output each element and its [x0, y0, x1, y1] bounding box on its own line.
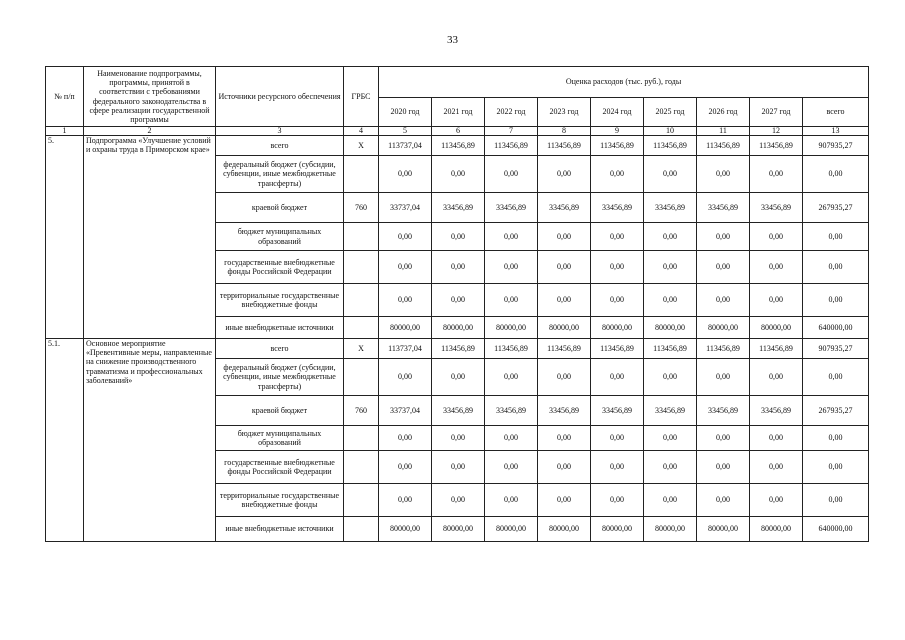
- year-value: 0,00: [697, 359, 750, 396]
- year-value: 113456,89: [697, 339, 750, 359]
- year-value: 0,00: [750, 426, 803, 451]
- grbs-code: [344, 359, 379, 396]
- year-value: 0,00: [591, 426, 644, 451]
- year-value: 33456,89: [697, 193, 750, 223]
- grbs-code: [344, 223, 379, 251]
- year-value: 0,00: [750, 156, 803, 193]
- year-value: 0,00: [379, 484, 432, 517]
- budget-table: [45, 66, 869, 542]
- funding-source: бюджет муниципальных образований: [216, 426, 344, 451]
- total-value: 0,00: [803, 426, 869, 451]
- year-value: 0,00: [697, 451, 750, 484]
- header-num: № п/п: [46, 67, 84, 127]
- year-value: 0,00: [697, 284, 750, 317]
- year-value: 0,00: [750, 451, 803, 484]
- header-grbs: ГРБС: [344, 67, 379, 127]
- program-name: Основное мероприятие «Превентивные меры, направленные на снижение производственного травматизма и профессиональных заболеваний»: [84, 339, 216, 542]
- year-value: 0,00: [591, 284, 644, 317]
- year-value: 33456,89: [591, 396, 644, 426]
- grbs-code: [344, 284, 379, 317]
- grbs-code: X: [344, 339, 379, 359]
- year-value: 0,00: [591, 156, 644, 193]
- funding-source: федеральный бюджет (субсидии, субвенции, иные межбюджетные трансферты): [216, 359, 344, 396]
- funding-source: иные внебюджетные источники: [216, 517, 344, 542]
- year-value: 80000,00: [379, 317, 432, 339]
- column-index: 1: [46, 127, 84, 136]
- year-value: 0,00: [697, 223, 750, 251]
- header-sources: Источники ресурсного обеспечения: [216, 67, 344, 127]
- year-value: 33456,89: [591, 193, 644, 223]
- year-value: 0,00: [485, 359, 538, 396]
- total-value: 0,00: [803, 223, 869, 251]
- grbs-code: X: [344, 136, 379, 156]
- grbs-code: [344, 426, 379, 451]
- year-value: 0,00: [485, 484, 538, 517]
- year-value: 113737,04: [379, 136, 432, 156]
- year-value: 0,00: [591, 484, 644, 517]
- year-value: 80000,00: [750, 517, 803, 542]
- column-index: 3: [216, 127, 344, 136]
- year-value: 0,00: [750, 484, 803, 517]
- year-value: 0,00: [591, 359, 644, 396]
- year-value: 33456,89: [538, 396, 591, 426]
- total-value: 907935,27: [803, 136, 869, 156]
- year-value: 113456,89: [750, 136, 803, 156]
- year-value: 113456,89: [591, 339, 644, 359]
- year-value: 33456,89: [697, 396, 750, 426]
- year-value: 33456,89: [485, 396, 538, 426]
- total-value: 267935,27: [803, 193, 869, 223]
- table-row: [46, 136, 869, 156]
- year-value: 80000,00: [538, 517, 591, 542]
- header-year: 2021 год: [432, 98, 485, 127]
- grbs-code: [344, 251, 379, 284]
- year-value: 0,00: [538, 359, 591, 396]
- funding-source: государственные внебюджетные фонды Российской Федерации: [216, 451, 344, 484]
- header-year: 2027 год: [750, 98, 803, 127]
- year-value: 0,00: [432, 223, 485, 251]
- year-value: 33456,89: [485, 193, 538, 223]
- column-index: 11: [697, 127, 750, 136]
- grbs-code: [344, 156, 379, 193]
- year-value: 33456,89: [432, 396, 485, 426]
- year-value: 0,00: [538, 484, 591, 517]
- year-value: 33456,89: [644, 193, 697, 223]
- year-value: 113456,89: [697, 136, 750, 156]
- header-total: всего: [803, 98, 869, 127]
- funding-source: федеральный бюджет (субсидии, субвенции, иные межбюджетные трансферты): [216, 156, 344, 193]
- total-value: 0,00: [803, 451, 869, 484]
- grbs-code: [344, 317, 379, 339]
- year-value: 113456,89: [485, 136, 538, 156]
- year-value: 80000,00: [485, 517, 538, 542]
- header-year: 2025 год: [644, 98, 697, 127]
- total-value: 267935,27: [803, 396, 869, 426]
- funding-source: территориальные государственные внебюджетные фонды: [216, 484, 344, 517]
- year-value: 80000,00: [644, 317, 697, 339]
- column-index: 10: [644, 127, 697, 136]
- column-index: 2: [84, 127, 216, 136]
- year-value: 80000,00: [379, 517, 432, 542]
- year-value: 0,00: [432, 284, 485, 317]
- year-value: 0,00: [591, 223, 644, 251]
- year-value: 33737,04: [379, 193, 432, 223]
- year-value: 80000,00: [591, 517, 644, 542]
- funding-source: краевой бюджет: [216, 193, 344, 223]
- row-number: 5.: [46, 136, 84, 339]
- total-value: 0,00: [803, 156, 869, 193]
- year-value: 0,00: [644, 251, 697, 284]
- year-value: 0,00: [379, 451, 432, 484]
- grbs-code: [344, 451, 379, 484]
- year-value: 0,00: [432, 426, 485, 451]
- year-value: 0,00: [750, 251, 803, 284]
- year-value: 33456,89: [538, 193, 591, 223]
- header-year: 2020 год: [379, 98, 432, 127]
- total-value: 907935,27: [803, 339, 869, 359]
- grbs-code: 760: [344, 193, 379, 223]
- year-value: 0,00: [644, 426, 697, 451]
- total-value: 640000,00: [803, 317, 869, 339]
- year-value: 80000,00: [591, 317, 644, 339]
- year-value: 0,00: [750, 359, 803, 396]
- column-index: 6: [432, 127, 485, 136]
- year-value: 0,00: [644, 359, 697, 396]
- funding-source: иные внебюджетные источники: [216, 317, 344, 339]
- funding-source: государственные внебюджетные фонды Российской Федерации: [216, 251, 344, 284]
- grbs-code: 760: [344, 396, 379, 426]
- total-value: 640000,00: [803, 517, 869, 542]
- year-value: 0,00: [644, 484, 697, 517]
- year-value: 0,00: [485, 156, 538, 193]
- year-value: 0,00: [591, 251, 644, 284]
- year-value: 113456,89: [750, 339, 803, 359]
- year-value: 0,00: [379, 156, 432, 193]
- column-index: 5: [379, 127, 432, 136]
- header-year: 2023 год: [538, 98, 591, 127]
- column-index: 7: [485, 127, 538, 136]
- grbs-code: [344, 517, 379, 542]
- year-value: 0,00: [538, 223, 591, 251]
- year-value: 80000,00: [432, 317, 485, 339]
- funding-source: краевой бюджет: [216, 396, 344, 426]
- year-value: 0,00: [432, 359, 485, 396]
- year-value: 0,00: [432, 484, 485, 517]
- year-value: 0,00: [697, 426, 750, 451]
- year-value: 0,00: [379, 251, 432, 284]
- year-value: 33456,89: [750, 193, 803, 223]
- year-value: 0,00: [697, 484, 750, 517]
- header-year: 2024 год: [591, 98, 644, 127]
- year-value: 0,00: [485, 426, 538, 451]
- year-value: 80000,00: [750, 317, 803, 339]
- year-value: 0,00: [697, 156, 750, 193]
- year-value: 33456,89: [432, 193, 485, 223]
- year-value: 0,00: [379, 359, 432, 396]
- header-year: 2026 год: [697, 98, 750, 127]
- column-index: 9: [591, 127, 644, 136]
- year-value: 80000,00: [697, 517, 750, 542]
- year-value: 80000,00: [697, 317, 750, 339]
- year-value: 0,00: [485, 451, 538, 484]
- funding-source: бюджет муниципальных образований: [216, 223, 344, 251]
- year-value: 0,00: [644, 223, 697, 251]
- funding-source: территориальные государственные внебюджетные фонды: [216, 284, 344, 317]
- table-row: [46, 339, 869, 359]
- year-value: 0,00: [591, 451, 644, 484]
- year-value: 0,00: [485, 251, 538, 284]
- year-value: 113456,89: [591, 136, 644, 156]
- year-value: 80000,00: [538, 317, 591, 339]
- year-value: 0,00: [379, 223, 432, 251]
- year-value: 0,00: [379, 426, 432, 451]
- year-value: 0,00: [379, 284, 432, 317]
- year-value: 0,00: [538, 284, 591, 317]
- year-value: 113456,89: [644, 136, 697, 156]
- row-number: 5.1.: [46, 339, 84, 542]
- total-value: 0,00: [803, 359, 869, 396]
- column-index: 4: [344, 127, 379, 136]
- year-value: 80000,00: [485, 317, 538, 339]
- year-value: 0,00: [432, 251, 485, 284]
- year-value: 0,00: [644, 284, 697, 317]
- year-value: 33737,04: [379, 396, 432, 426]
- program-name: Подпрограмма «Улучшение условий и охраны труда в Приморском крае»: [84, 136, 216, 339]
- total-value: 0,00: [803, 284, 869, 317]
- year-value: 0,00: [644, 156, 697, 193]
- year-value: 113737,04: [379, 339, 432, 359]
- year-value: 113456,89: [644, 339, 697, 359]
- total-value: 0,00: [803, 251, 869, 284]
- year-value: 113456,89: [432, 136, 485, 156]
- year-value: 0,00: [432, 156, 485, 193]
- year-value: 0,00: [750, 284, 803, 317]
- funding-source: всего: [216, 339, 344, 359]
- grbs-code: [344, 484, 379, 517]
- year-value: 113456,89: [538, 339, 591, 359]
- funding-source: всего: [216, 136, 344, 156]
- year-value: 113456,89: [485, 339, 538, 359]
- year-value: 0,00: [432, 451, 485, 484]
- year-value: 113456,89: [538, 136, 591, 156]
- header-name: Наименование подпрограммы, программы, принятой в соответствии с требованиями федерального законодательства в сфере реализации государственной программы: [84, 67, 216, 127]
- year-value: 113456,89: [432, 339, 485, 359]
- table-body: [46, 136, 869, 542]
- header-estimate: Оценка расходов (тыс. руб.), годы: [379, 67, 869, 98]
- column-index: 13: [803, 127, 869, 136]
- year-value: 33456,89: [750, 396, 803, 426]
- year-value: 80000,00: [432, 517, 485, 542]
- total-value: 0,00: [803, 484, 869, 517]
- year-value: 0,00: [485, 284, 538, 317]
- year-value: 0,00: [697, 251, 750, 284]
- year-value: 0,00: [538, 251, 591, 284]
- year-value: 0,00: [538, 426, 591, 451]
- column-index: 12: [750, 127, 803, 136]
- year-value: 33456,89: [644, 396, 697, 426]
- header-year: 2022 год: [485, 98, 538, 127]
- year-value: 0,00: [750, 223, 803, 251]
- year-value: 0,00: [644, 451, 697, 484]
- year-value: 0,00: [485, 223, 538, 251]
- year-value: 80000,00: [644, 517, 697, 542]
- year-value: 0,00: [538, 451, 591, 484]
- page-number: 33: [447, 34, 458, 46]
- column-index: 8: [538, 127, 591, 136]
- year-value: 0,00: [538, 156, 591, 193]
